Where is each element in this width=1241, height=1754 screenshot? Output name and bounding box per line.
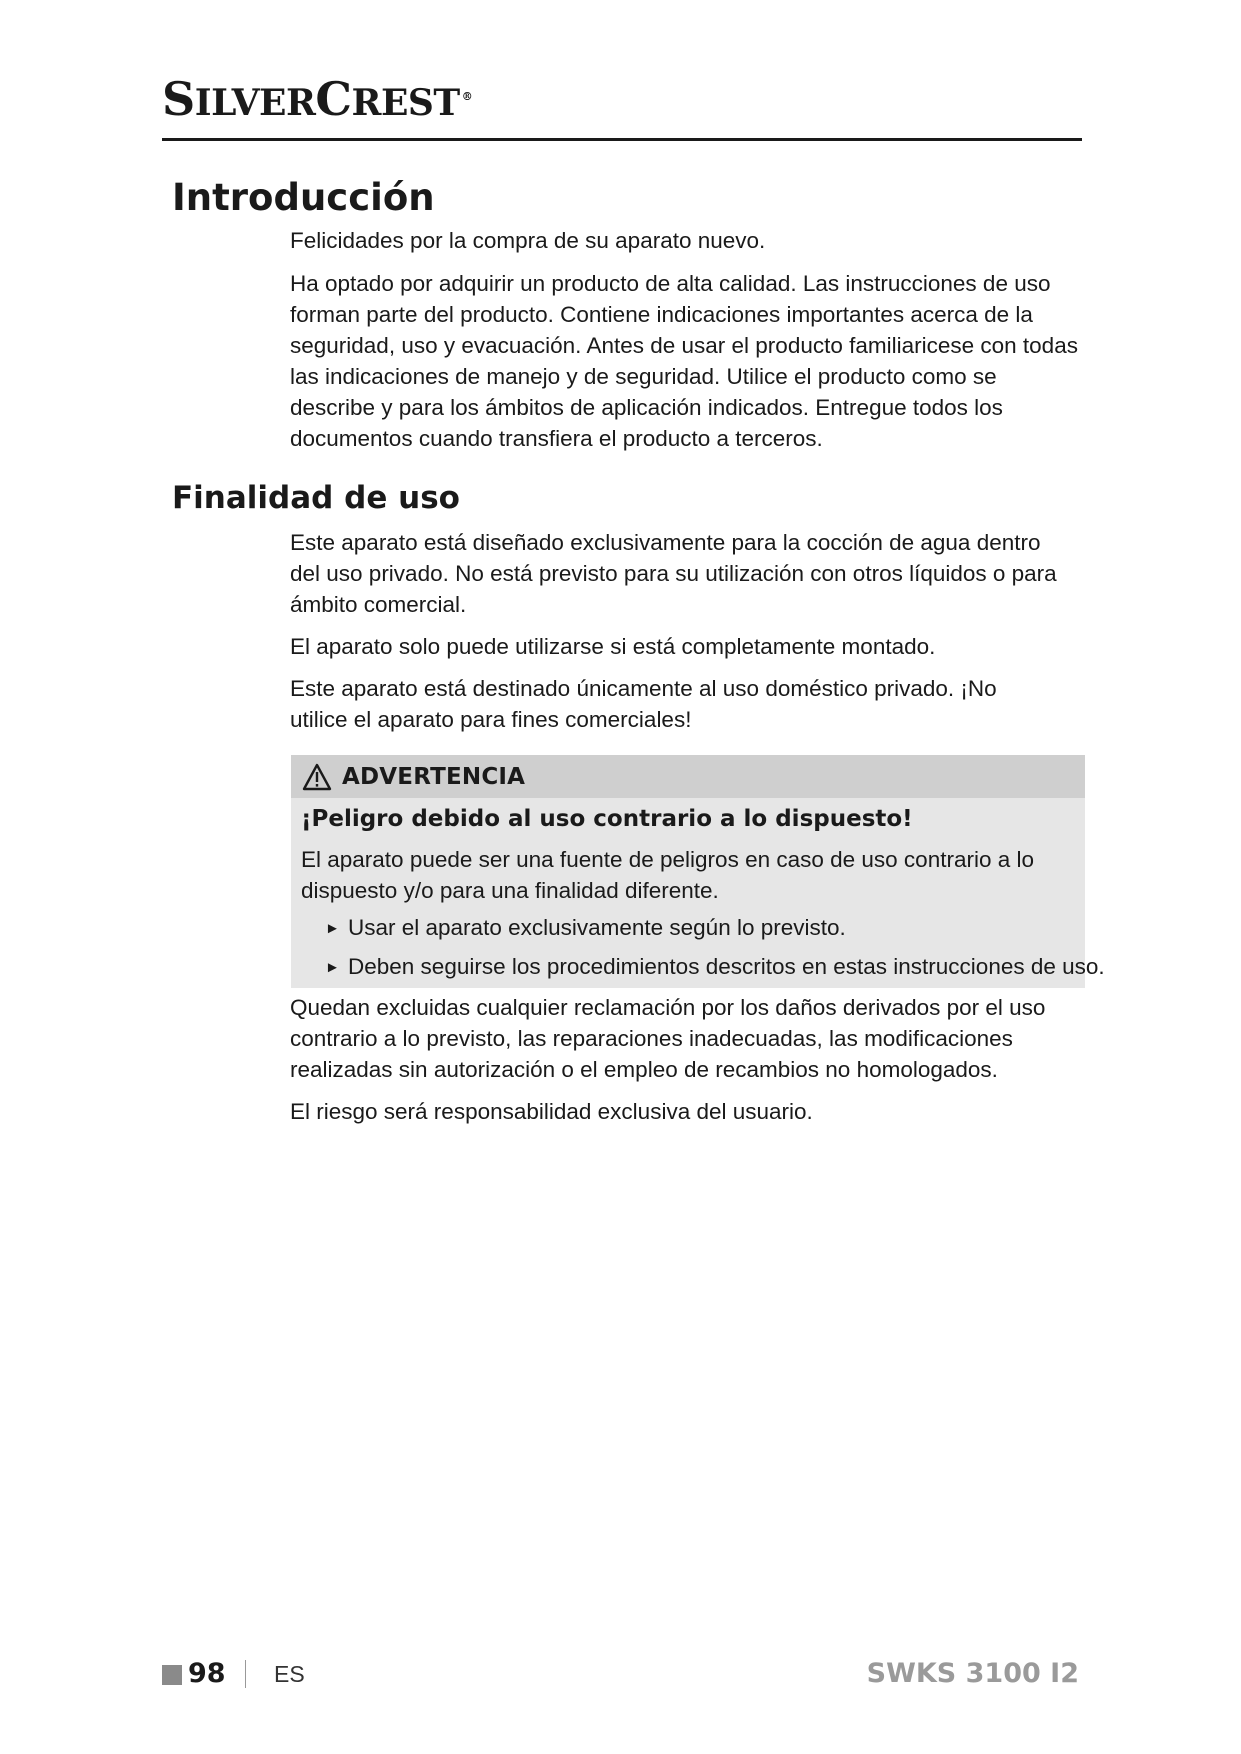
purpose-paragraph-4: Quedan excluidas cualquier reclamación por los daños derivados por el uso contrario a lo previsto, las reparaciones inadecuadas, las modificaciones realizadas sin autorización o el empleo de recambios no homologados. <box>290 995 1046 1082</box>
page-number: 98 <box>188 1658 226 1689</box>
purpose-paragraph-3: Este aparato está destinado únicamente al uso doméstico privado. ¡No utilice el aparato para fines comerciales! <box>290 676 997 732</box>
warning-bullet <box>325 912 846 944</box>
warning-headline: ¡Peligro debido al uso contrario a lo dispuesto! <box>301 806 913 832</box>
registered-mark: ® <box>461 90 473 103</box>
purpose-heading: Finalidad de uso <box>172 480 460 516</box>
intro-greeting: Felicidades por la compra de su aparato nuevo. <box>290 228 766 253</box>
warning-triangle-icon <box>302 763 332 791</box>
bullet-arrow-icon: ► <box>325 959 340 976</box>
purpose-paragraph-2: El aparato solo puede utilizarse si está completamente montado. <box>290 634 936 659</box>
warning-box <box>291 755 1105 988</box>
intro-heading: Introducción <box>172 176 435 219</box>
intro-body: Ha optado por adquirir un producto de alta calidad. Las instrucciones de uso forman parte del producto. Contiene indicaciones importantes acerca de la seguridad, uso y evacuación. Antes de usar el producto familiaricese con todas las indicaciones de manejo y de seguridad. Utilice el producto como se describe y para los ámbitos de aplicación indicados. Entregue todos los documentos cuando transfiera el producto a terceros. <box>290 271 1078 451</box>
footer-square-icon <box>162 1665 182 1685</box>
model-number: SWKS 3100 I2 <box>866 1658 1079 1689</box>
brand-logo <box>162 72 473 126</box>
purpose-paragraph-1: Este aparato está diseñado exclusivamente para la cocción de agua dentro del uso privado. No está previsto para su utilización con otros líquidos o para ámbito comercial. <box>290 530 1057 617</box>
logo-letter: C <box>315 72 352 126</box>
header-divider <box>162 138 1082 141</box>
logo-letters: REST <box>351 82 460 124</box>
warning-label: ADVERTENCIA <box>342 764 526 790</box>
logo-letter: S <box>162 72 195 126</box>
warning-text: El aparato puede ser una fuente de peligros en caso de uso contrario a lo dispuesto y/o para una finalidad diferente. <box>301 847 1034 903</box>
bullet-arrow-icon: ► <box>325 920 340 937</box>
language-code: ES <box>274 1661 305 1687</box>
warning-bullet-text: Deben seguirse los procedimientos descritos en estas instrucciones de uso. <box>348 954 1105 979</box>
warning-bullet <box>325 951 1105 983</box>
purpose-paragraph-5: El riesgo será responsabilidad exclusiva del usuario. <box>290 1099 813 1124</box>
footer-divider <box>245 1660 246 1688</box>
warning-header <box>291 755 1085 798</box>
warning-bullet-text: Usar el aparato exclusivamente según lo previsto. <box>348 915 846 940</box>
logo-letters: ILVER <box>194 82 316 124</box>
